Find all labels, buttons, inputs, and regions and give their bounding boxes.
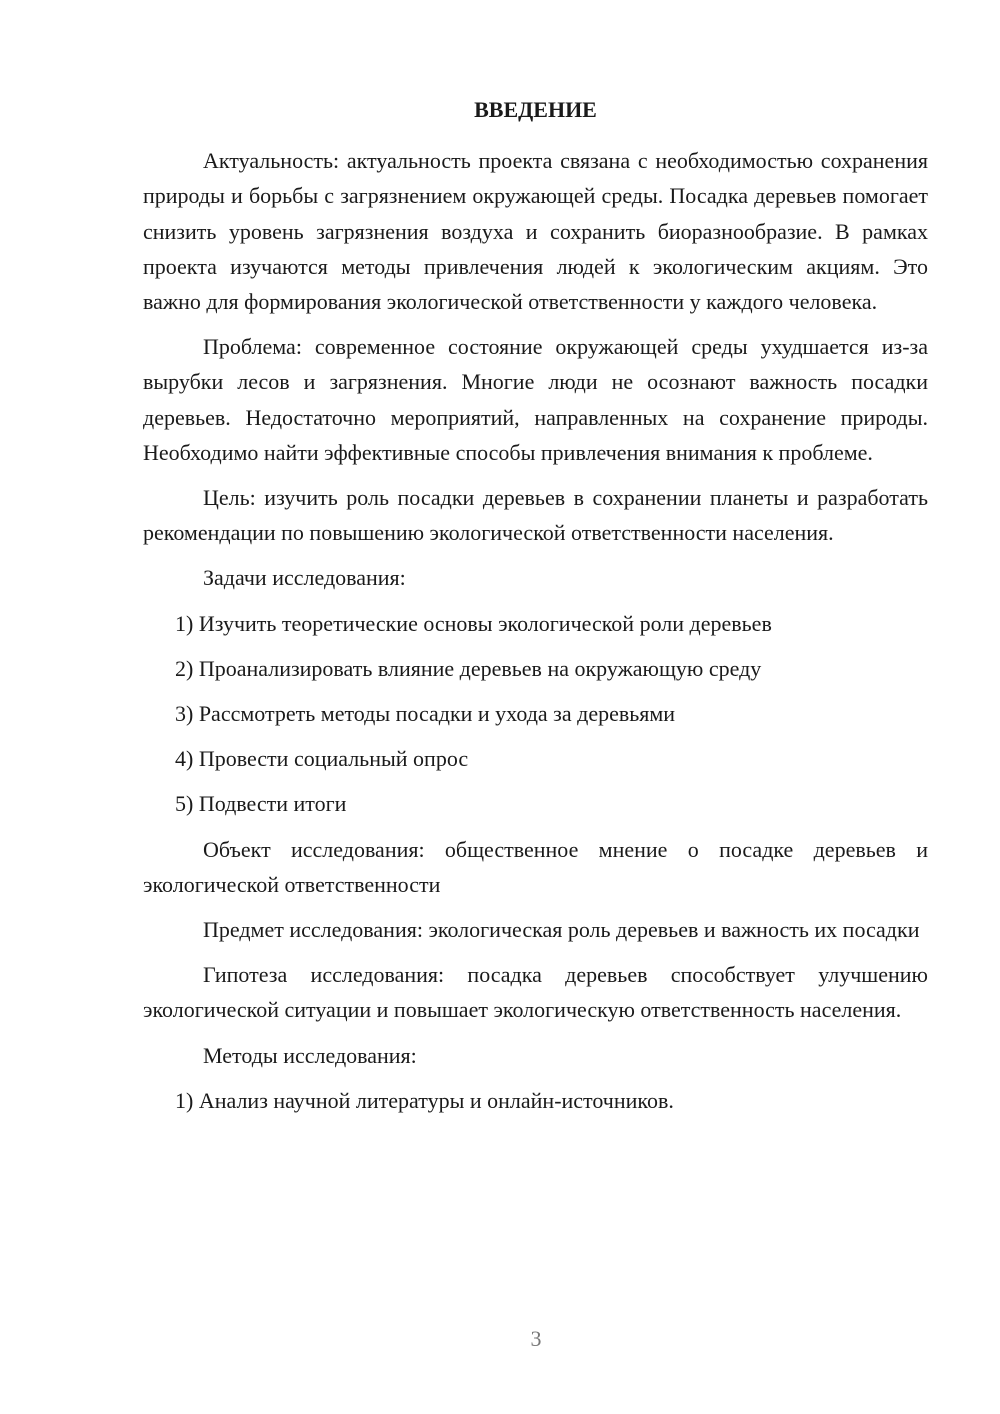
- list-item: 1) Анализ научной литературы и онлайн-источников.: [175, 1087, 674, 1113]
- list-item: 4) Провести социальный опрос: [175, 746, 469, 772]
- problem-paragraph: Проблема: современное состояние окружающей среды ухудшается из-за вырубки лесов и загрязнения. Многие люди не осознают важность посадки деревьев. Недостаточно мероприятий, направленных на сохранение природы. Необходимо найти эффективные способы привлечения внимания к проблеме.: [143, 334, 928, 465]
- list-item: 2) Проанализировать влияние деревьев на окружающую среду: [175, 655, 762, 681]
- relevance-paragraph: Актуальность: актуальность проекта связана с необходимостью сохранения природы и борьбы с загрязнением окружающей среды. Посадка деревьев помогает снизить уровень загрязнения воздуха и сохранить биоразнообразие. В рамках проекта изучаются методы привлечения людей к экологическим акциям. Это важно для формирования экологической ответственности у каждого человека.: [143, 148, 928, 315]
- list-item: 1) Изучить теоретические основы экологической роли деревьев: [175, 610, 772, 636]
- subject-paragraph: Предмет исследования: экологическая роль деревьев и важность их посадки: [203, 917, 920, 943]
- section-heading: ВВЕДЕНИЕ: [474, 97, 597, 122]
- list-item: 3) Рассмотреть методы посадки и ухода за деревьями: [175, 701, 676, 727]
- page-number: 3: [530, 1326, 542, 1351]
- tasks-label: Задачи исследования:: [203, 565, 406, 591]
- methods-label: Методы исследования:: [203, 1042, 417, 1068]
- tasks-list: [143, 606, 928, 822]
- list-item: 5) Подвести итоги: [175, 791, 347, 817]
- methods-list: [143, 1083, 928, 1118]
- goal-paragraph: Цель: изучить роль посадки деревьев в сохранении планеты и разработать рекомендации по повышению экологической ответственности населения.: [143, 485, 928, 546]
- hypothesis-paragraph: Гипотеза исследования: посадка деревьев способствует улучшению экологической ситуации и повышает экологическую ответственность населения.: [143, 962, 928, 1023]
- object-paragraph: Объект исследования: общественное мнение о посадке деревьев и экологической ответственности: [143, 836, 928, 897]
- document-page: [143, 92, 928, 1128]
